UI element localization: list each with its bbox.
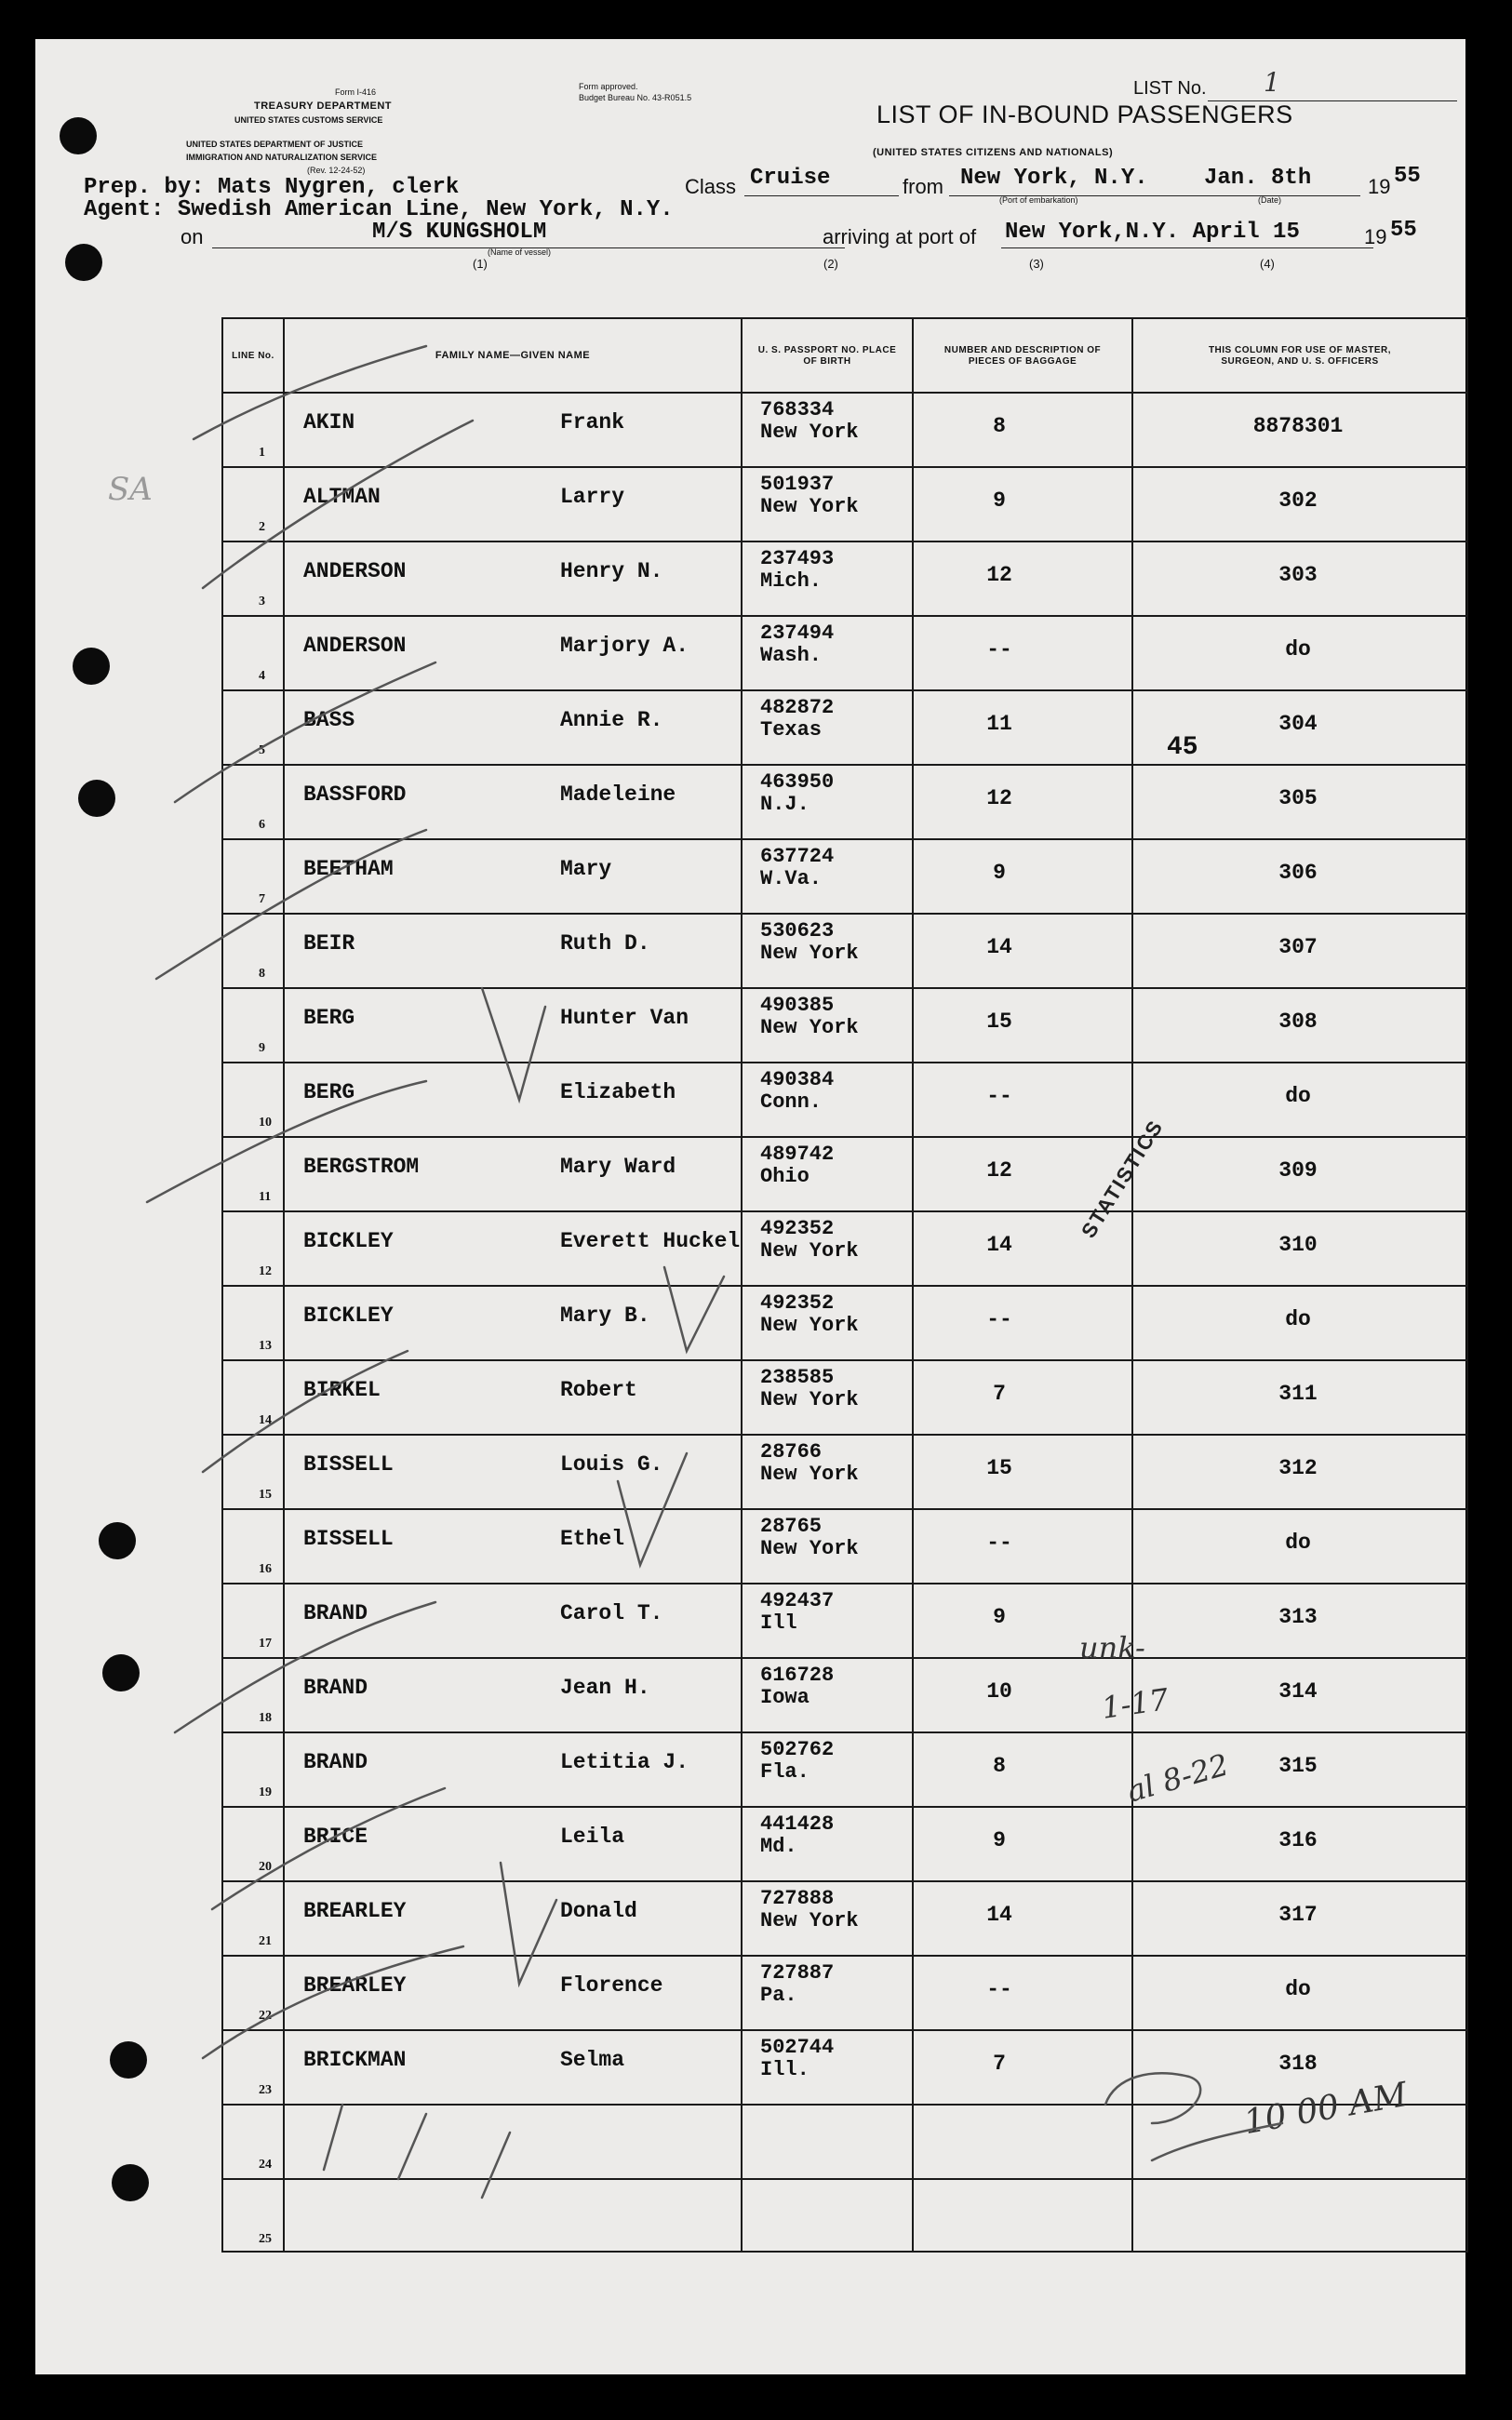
given-name: Robert	[560, 1378, 637, 1402]
line-number-text: 17	[259, 1637, 272, 1651]
given-name: Leila	[560, 1825, 625, 1849]
place-of-birth: New York	[760, 1016, 859, 1039]
header-line-no: LINE No.	[232, 351, 274, 361]
handwritten-note-18: unk-	[1079, 1630, 1145, 1665]
line-number-text: 18	[259, 1711, 272, 1725]
passport-number-text: 501937	[760, 473, 835, 496]
given-name: Ethel	[560, 1527, 625, 1551]
given-name: Larry	[560, 485, 625, 509]
officer-use-number: do	[1285, 1307, 1311, 1331]
line-number-text: 23	[259, 2083, 272, 2097]
officer-use-number: 305	[1278, 786, 1318, 810]
baggage-count: --	[986, 637, 1012, 662]
baggage-count: 15	[986, 1009, 1012, 1034]
inspector-time: 10 00 AM	[1240, 2075, 1411, 2143]
line-number-text: 10	[259, 1116, 272, 1130]
officer-use-number: 8878301	[1252, 414, 1344, 438]
place-of-birth: W.Va.	[760, 867, 823, 890]
given-name: Madeleine	[560, 782, 676, 807]
handwritten-note-20: al 8-22	[1122, 1746, 1233, 1810]
officer-use-number: 303	[1278, 563, 1318, 587]
given-name: Letitia J.	[560, 1750, 689, 1774]
check-mark	[501, 1863, 556, 1984]
pencil-stroke	[482, 2133, 510, 2198]
pencil-stroke	[203, 1351, 408, 1472]
binder-hole	[78, 780, 115, 817]
family-name: BEETHAM	[303, 857, 394, 881]
officer-use-number: 316	[1278, 1828, 1318, 1852]
check-mark	[482, 988, 545, 1100]
line-number-text: 7	[259, 892, 265, 906]
arrival-port-date: New York,N.Y. April 15	[1005, 220, 1300, 245]
place-of-birth: Texas	[760, 718, 823, 742]
column-marker-1: (1)	[473, 257, 488, 271]
baggage-count: 11	[986, 712, 1012, 736]
inspector-signature	[1105, 2073, 1200, 2123]
officer-use-number: 318	[1278, 2052, 1318, 2076]
family-name: BRAND	[303, 1601, 368, 1625]
family-name: BERGSTROM	[303, 1155, 420, 1179]
baggage-count: 14	[986, 935, 1012, 959]
baggage-count: 10	[986, 1679, 1012, 1704]
pencil-stroke	[147, 1081, 426, 1202]
line-number-text: 24	[259, 2158, 272, 2172]
given-name: Hunter Van	[560, 1006, 689, 1030]
inspector-signature	[1152, 2123, 1282, 2160]
document-subtitle: (UNITED STATES CITIZENS AND NATIONALS)	[873, 147, 1114, 158]
passport-number-text: 492352	[760, 1217, 835, 1240]
line-number-text: 14	[259, 1413, 272, 1427]
check-mark	[618, 1453, 687, 1565]
given-name: Florence	[560, 1973, 663, 1998]
pencil-stroke	[212, 1788, 445, 1909]
margin-number: 45	[1167, 733, 1198, 762]
baggage-count: 9	[993, 1828, 1006, 1852]
officer-use-number: 302	[1278, 488, 1318, 513]
officer-use-number: 311	[1278, 1382, 1318, 1406]
arriving-label: arriving at port of	[823, 225, 977, 248]
officer-use-number: 309	[1278, 1158, 1318, 1183]
binder-hole	[112, 2164, 149, 2201]
family-name: ANDERSON	[303, 634, 407, 658]
place-of-birth: N.J.	[760, 793, 810, 816]
baggage-count: --	[986, 1977, 1012, 2001]
given-name: Marjory A.	[560, 634, 689, 658]
passport-number-text: 441428	[760, 1812, 835, 1836]
family-name: BRAND	[303, 1750, 368, 1774]
statistics-stamp: STATISTICS	[1077, 1115, 1169, 1242]
line-number-text: 6	[259, 818, 265, 832]
from-label: from	[903, 175, 943, 198]
baggage-count: 15	[986, 1456, 1012, 1480]
check-mark	[664, 1267, 724, 1351]
family-name: BRAND	[303, 1676, 368, 1700]
line-number-text: 9	[259, 1041, 265, 1055]
line-number-text: 4	[259, 669, 265, 683]
pencil-stroke	[156, 830, 426, 979]
line-number-text: 5	[259, 743, 265, 757]
given-name: Elizabeth	[560, 1080, 676, 1104]
officer-use-number: do	[1285, 637, 1311, 662]
place-of-birth: Pa.	[760, 1984, 797, 2007]
passport-number-text: 502744	[760, 2036, 835, 2059]
header-officers-use: THIS COLUMN FOR USE OF MASTER, SURGEON, AND U. S. OFFICERS	[1208, 345, 1392, 367]
place-of-birth: Ohio	[760, 1165, 810, 1188]
given-name: Carol T.	[560, 1601, 663, 1625]
agent: Agent: Swedish American Line, New York, N.Y.	[84, 197, 674, 222]
binder-hole	[73, 648, 110, 685]
place-of-birth: New York	[760, 421, 859, 444]
family-name: BISSELL	[303, 1452, 394, 1477]
line-number-text: 13	[259, 1339, 272, 1353]
passport-number-text: 530623	[760, 919, 835, 943]
officer-use-number: 308	[1278, 1009, 1318, 1034]
family-name: BREARLEY	[303, 1973, 407, 1998]
family-name: BIRKEL	[303, 1378, 381, 1402]
place-of-birth: Ill	[760, 1611, 797, 1635]
given-name: Donald	[560, 1899, 637, 1923]
given-name: Ruth D.	[560, 931, 650, 956]
column-marker-4: (4)	[1260, 257, 1275, 271]
officer-use-number: do	[1285, 1977, 1311, 2001]
treasury-department: TREASURY DEPARTMENT	[254, 100, 393, 112]
arrival-year: 55	[1390, 218, 1417, 243]
date-caption: (Date)	[1258, 195, 1282, 205]
vessel-caption: (Name of vessel)	[488, 247, 552, 257]
line-number-text: 19	[259, 1785, 272, 1799]
prepared-by: Prep. by: Mats Nygren, clerk	[84, 175, 460, 200]
customs-service: UNITED STATES CUSTOMS SERVICE	[234, 115, 383, 125]
line-number-text: 11	[259, 1190, 272, 1204]
line-number-text: 22	[259, 2009, 272, 2023]
margin-letters: SA	[108, 471, 153, 508]
baggage-count: 9	[993, 1605, 1006, 1629]
header-baggage: NUMBER AND DESCRIPTION OF PIECES OF BAGGAGE	[943, 345, 1102, 367]
line-number-text: 2	[259, 520, 265, 534]
arrival-year-prefix: 19	[1364, 225, 1387, 248]
header-name: FAMILY NAME—GIVEN NAME	[435, 350, 591, 362]
from-port: New York, N.Y.	[960, 166, 1148, 191]
passport-number-text: 237494	[760, 622, 835, 645]
passport-number-text: 727888	[760, 1887, 835, 1910]
family-name: BASS	[303, 708, 355, 732]
pencil-stroke	[175, 662, 435, 802]
revision-date: (Rev. 12-24-52)	[307, 166, 366, 175]
place-of-birth: Iowa	[760, 1686, 810, 1709]
given-name: Louis G.	[560, 1452, 663, 1477]
baggage-count: --	[986, 1531, 1012, 1555]
baggage-count: 14	[986, 1233, 1012, 1257]
family-name: BRICE	[303, 1825, 368, 1849]
pencil-stroke	[203, 421, 473, 588]
family-name: BRICKMAN	[303, 2048, 407, 2072]
officer-use-number: 310	[1278, 1233, 1318, 1257]
officer-use-number: do	[1285, 1084, 1311, 1108]
form-number: Form I-416	[335, 87, 377, 97]
pencil-stroke	[203, 1946, 463, 2058]
pencil-stroke	[324, 2105, 342, 2170]
officer-use-number: 304	[1278, 712, 1318, 736]
given-name: Jean H.	[560, 1676, 650, 1700]
place-of-birth: Mich.	[760, 569, 823, 593]
baggage-count: --	[986, 1084, 1012, 1108]
line-number-text: 20	[259, 1860, 272, 1874]
given-name: Everett Huckel	[560, 1229, 741, 1253]
passport-number-text: 490385	[760, 994, 835, 1017]
place-of-birth: New York	[760, 1388, 859, 1411]
binder-hole	[102, 1654, 140, 1691]
place-of-birth: Md.	[760, 1835, 797, 1858]
from-year: 55	[1394, 164, 1421, 189]
pencil-stroke	[194, 346, 426, 439]
binder-hole	[99, 1522, 136, 1559]
passport-number-text: 238585	[760, 1366, 835, 1389]
given-name: Frank	[560, 410, 625, 435]
line-number-text: 3	[259, 595, 265, 608]
place-of-birth: New York	[760, 1909, 859, 1932]
officer-use-number: 314	[1278, 1679, 1318, 1704]
baggage-count: 9	[993, 488, 1006, 513]
class-label: Class	[685, 175, 737, 198]
line-number-text: 8	[259, 967, 265, 981]
given-name: Mary B.	[560, 1304, 650, 1328]
baggage-count: 12	[986, 563, 1012, 587]
family-name: ANDERSON	[303, 559, 407, 583]
family-name: BISSELL	[303, 1527, 394, 1551]
place-of-birth: Ill.	[760, 2058, 810, 2081]
year-prefix: 19	[1368, 175, 1391, 198]
department-of-justice: UNITED STATES DEPARTMENT OF JUSTICE	[186, 140, 364, 149]
form-approved: Form approved.	[579, 82, 638, 91]
passport-number-text: 28766	[760, 1440, 823, 1464]
pencil-stroke	[398, 2114, 426, 2179]
line-number-text: 16	[259, 1562, 272, 1576]
place-of-birth: Fla.	[760, 1760, 810, 1784]
handwritten-note-19: 1-17	[1099, 1681, 1171, 1726]
baggage-count: 14	[986, 1903, 1012, 1927]
passport-number-text: 28765	[760, 1515, 823, 1538]
officer-use-number: 313	[1278, 1605, 1318, 1629]
on-label: on	[181, 225, 204, 248]
list-number: 1	[1264, 67, 1280, 98]
baggage-count: 8	[993, 414, 1006, 438]
family-name: BICKLEY	[303, 1304, 394, 1328]
baggage-count: 12	[986, 786, 1012, 810]
family-name: ALTMAN	[303, 485, 381, 509]
immigration-service: IMMIGRATION AND NATURALIZATION SERVICE	[186, 153, 377, 162]
given-name: Mary Ward	[560, 1155, 676, 1179]
binder-hole	[110, 2041, 147, 2079]
from-date: Jan. 8th	[1204, 166, 1312, 191]
passport-number-text: 492437	[760, 1589, 835, 1612]
baggage-count: 9	[993, 861, 1006, 885]
line-number-text: 15	[259, 1488, 272, 1502]
passport-number-text: 463950	[760, 770, 835, 794]
place-of-birth: New York	[760, 495, 859, 518]
passport-number-text: 502762	[760, 1738, 835, 1761]
pencil-stroke	[175, 1602, 435, 1732]
place-of-birth: New York	[760, 1239, 859, 1263]
vessel-name: M/S KUNGSHOLM	[372, 220, 547, 245]
budget-bureau: Budget Bureau No. 43-R051.5	[579, 93, 692, 102]
line-number-text: 25	[259, 2232, 272, 2246]
family-name: AKIN	[303, 410, 355, 435]
family-name: BEIR	[303, 931, 355, 956]
binder-hole	[65, 244, 102, 281]
place-of-birth: New York	[760, 1314, 859, 1337]
officer-use-number: do	[1285, 1531, 1311, 1555]
baggage-count: 12	[986, 1158, 1012, 1183]
port-caption: (Port of embarkation)	[999, 195, 1078, 205]
given-name: Mary	[560, 857, 612, 881]
baggage-count: 7	[993, 1382, 1006, 1406]
line-number-text: 12	[259, 1264, 272, 1278]
passport-number-text: 489742	[760, 1143, 835, 1166]
place-of-birth: Conn.	[760, 1090, 823, 1114]
family-name: BERG	[303, 1080, 355, 1104]
document-title: LIST OF IN-BOUND PASSENGERS	[876, 100, 1293, 128]
family-name: BICKLEY	[303, 1229, 394, 1253]
passport-number-text: 637724	[760, 845, 835, 868]
baggage-count: 8	[993, 1754, 1006, 1778]
class-value: Cruise	[750, 166, 831, 191]
pencil-marks	[35, 39, 1465, 2374]
officer-use-number: 312	[1278, 1456, 1318, 1480]
place-of-birth: New York	[760, 1537, 859, 1560]
passport-number-text: 768334	[760, 398, 835, 421]
baggage-count: 7	[993, 2052, 1006, 2076]
passport-number-text: 237493	[760, 547, 835, 570]
officer-use-number: 307	[1278, 935, 1318, 959]
place-of-birth: New York	[760, 942, 859, 965]
given-name: Henry N.	[560, 559, 663, 583]
passport-number-text: 482872	[760, 696, 835, 719]
passport-number-text: 616728	[760, 1664, 835, 1687]
binder-hole	[60, 117, 97, 154]
place-of-birth: New York	[760, 1463, 859, 1486]
header-passport: U. S. PASSPORT NO. PLACE OF BIRTH	[757, 345, 897, 367]
baggage-count: --	[986, 1307, 1012, 1331]
list-number-label: LIST No.	[1133, 78, 1207, 99]
passport-number-text: 490384	[760, 1068, 835, 1091]
passport-number-text: 492352	[760, 1291, 835, 1315]
family-name: BREARLEY	[303, 1899, 407, 1923]
given-name: Selma	[560, 2048, 625, 2072]
column-marker-2: (2)	[823, 257, 838, 271]
family-name: BERG	[303, 1006, 355, 1030]
given-name: Annie R.	[560, 708, 663, 732]
passport-number-text: 727887	[760, 1961, 835, 1985]
line-number-text: 1	[259, 446, 265, 460]
place-of-birth: Wash.	[760, 644, 823, 667]
line-number-text: 21	[259, 1934, 272, 1948]
officer-use-number: 315	[1278, 1754, 1318, 1778]
document-sheet	[35, 39, 1465, 2374]
column-marker-3: (3)	[1029, 257, 1044, 271]
family-name: BASSFORD	[303, 782, 407, 807]
officer-use-number: 317	[1278, 1903, 1318, 1927]
officer-use-number: 306	[1278, 861, 1318, 885]
